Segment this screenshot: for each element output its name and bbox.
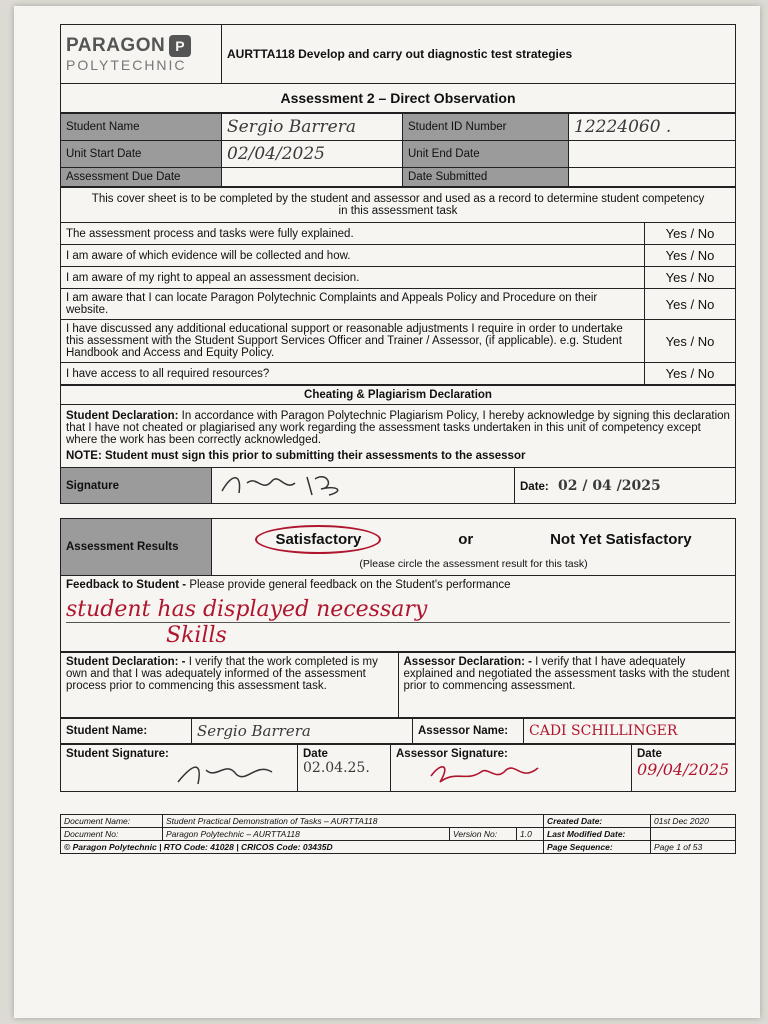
checklist-row <box>61 267 736 289</box>
footer-table <box>60 814 736 854</box>
submitted-label: Date Submitted <box>403 168 569 187</box>
checklist-table <box>60 187 736 385</box>
yes-no-option[interactable]: Yes / No <box>645 223 736 245</box>
signoff-student-name-label: Student Name: <box>61 719 192 744</box>
signoff-assessor-name-value[interactable]: CADI SCHILLINGER <box>524 719 736 744</box>
assessor-declaration-label: Assessor Declaration: - <box>403 656 532 668</box>
yes-no-option[interactable]: Yes / No <box>645 363 736 385</box>
feedback-instruction: Please provide general feedback on the Student's performance <box>189 579 511 591</box>
page-seq-value: Page 1 of 53 <box>651 841 736 854</box>
student-date-value: 02.04.25. <box>303 760 370 776</box>
version-value: 1.0 <box>517 828 544 841</box>
signature-table <box>60 744 736 792</box>
doc-name-value: Student Practical Demonstration of Tasks – AURTTA118 <box>163 815 544 828</box>
plagiarism-table <box>60 385 736 504</box>
unit-end-label: Unit End Date <box>403 141 569 168</box>
student-declaration-label: Student Declaration: - <box>66 656 186 668</box>
checklist-row <box>61 363 736 385</box>
results-or: or <box>458 530 474 548</box>
satisfactory-option[interactable]: Satisfactory <box>255 525 381 554</box>
student-date-label: Date <box>303 748 328 760</box>
unit-start-value[interactable]: 02/04/2025 <box>222 141 403 168</box>
plagiarism-note: NOTE: Student must sign this prior to submitting their assessments to the assessor <box>66 450 526 462</box>
yes-no-option[interactable]: Yes / No <box>645 320 736 363</box>
page-seq-label: Page Sequence: <box>544 841 651 854</box>
assessor-declaration <box>398 653 736 718</box>
student-id-label: Student ID Number <box>403 114 569 141</box>
assessor-signature-label: Assessor Signature: <box>396 748 508 760</box>
checklist-row <box>61 245 736 267</box>
assessment-title: Assessment 2 – Direct Observation <box>61 84 736 113</box>
plagiarism-declaration <box>61 405 736 468</box>
student-name-value[interactable]: Sergio Barrera <box>222 114 403 141</box>
date-value: 02 / 04 /2025 <box>557 477 661 494</box>
due-date-label: Assessment Due Date <box>61 168 222 187</box>
assessor-declaration-text: I verify that I have adequately explained and negotiated the assessment tasks with the student prior to commencing assessment. <box>403 656 730 692</box>
modified-label: Last Modified Date: <box>544 828 651 841</box>
yes-no-option[interactable]: Yes / No <box>645 267 736 289</box>
checklist-text: The assessment process and tasks were fully explained. <box>61 223 645 245</box>
header-table <box>60 24 736 113</box>
doc-no-label: Document No: <box>61 828 163 841</box>
assessor-date-cell[interactable] <box>632 745 736 792</box>
checklist-row <box>61 320 736 363</box>
logo-wordmark: PARAGON <box>66 35 166 56</box>
declaration-label: Student Declaration: <box>66 410 179 422</box>
plagiarism-heading: Cheating & Plagiarism Declaration <box>61 386 736 405</box>
yes-no-option[interactable]: Yes / No <box>645 289 736 320</box>
student-name-label: Student Name <box>61 114 222 141</box>
copyright: © Paragon Polytechnic | RTO Code: 41028 | CRICOS Code: 03435D <box>61 841 544 854</box>
results-options <box>212 519 736 576</box>
assessor-signature-cell[interactable] <box>391 745 632 792</box>
feedback-line-2[interactable]: Skills <box>166 623 227 648</box>
student-signature-image <box>217 471 357 497</box>
yes-no-option[interactable]: Yes / No <box>645 245 736 267</box>
student-details-table <box>60 113 736 187</box>
feedback-line-1[interactable]: student has displayed necessary <box>66 597 730 623</box>
checklist-text: I am aware that I can locate Paragon Polytechnic Complaints and Appeals Policy and Procedure on their website. <box>61 289 645 320</box>
unit-title: AURTTA118 Develop and carry out diagnostic test strategies <box>222 25 736 84</box>
assessment-form <box>60 24 736 854</box>
student-signature-field[interactable] <box>212 468 515 504</box>
student-date-cell[interactable] <box>298 745 391 792</box>
unit-end-value[interactable] <box>569 141 736 168</box>
unit-start-label: Unit Start Date <box>61 141 222 168</box>
results-table <box>60 518 736 652</box>
version-label: Version No: <box>450 828 517 841</box>
plagiarism-date[interactable] <box>515 468 736 504</box>
results-label: Assessment Results <box>61 519 212 576</box>
logo-subtitle: POLYTECHNIC <box>66 57 187 73</box>
results-instruction: (Please circle the assessment result for this task) <box>359 557 588 570</box>
signoff-student-name-value[interactable]: Sergio Barrera <box>192 719 413 744</box>
signoff-assessor-name-label: Assessor Name: <box>413 719 524 744</box>
paragon-logo-icon: P <box>169 35 191 57</box>
student-final-signature-image <box>176 760 276 786</box>
date-label: Date: <box>520 480 549 493</box>
feedback-section <box>61 576 736 652</box>
submitted-value[interactable] <box>569 168 736 187</box>
checklist-row <box>61 223 736 245</box>
student-signature-cell[interactable] <box>61 745 298 792</box>
assessor-date-value: 09/04/2025 <box>637 760 730 779</box>
checklist-text: I have discussed any additional educational support or reasonable adjustments I require in order to undertake this assessment with the Student Support Services Officer and Trainer / Assessor, (if applicable). e.g. Student Handbook and Access and Equity Policy. <box>61 320 645 363</box>
signature-label: Signature <box>61 468 212 504</box>
cover-note: This cover sheet is to be completed by the student and assessor and used as a record to determine student competency in this assessment task <box>61 188 736 223</box>
student-declaration-text: I verify that the work completed is my own and that I was adequately informed of the assessment process prior to commencing this assessment task. <box>66 656 378 692</box>
assessor-signature-image <box>426 760 546 786</box>
checklist-text: I am aware of my right to appeal an assessment decision. <box>61 267 645 289</box>
not-yet-satisfactory-option[interactable]: Not Yet Satisfactory <box>550 530 692 548</box>
checklist-text: I have access to all required resources? <box>61 363 645 385</box>
student-declaration <box>61 653 399 718</box>
modified-value <box>651 828 736 841</box>
declarations-table <box>60 652 736 718</box>
created-label: Created Date: <box>544 815 651 828</box>
declaration-text: In accordance with Paragon Polytechnic Plagiarism Policy, I hereby acknowledge by signing this declaration that I have not cheated or plagiarised any work regarding the assessment tasks undertaken in this unit of competency except where the work has been correctly acknowledged. <box>66 410 730 446</box>
assessor-date-label: Date <box>637 748 662 760</box>
document-page <box>14 6 760 1018</box>
doc-no-value: Paragon Polytechnic – AURTTA118 <box>163 828 450 841</box>
created-value: 01st Dec 2020 <box>651 815 736 828</box>
checklist-text: I am aware of which evidence will be collected and how. <box>61 245 645 267</box>
due-date-value[interactable] <box>222 168 403 187</box>
student-id-value[interactable]: 12224060 . <box>569 114 736 141</box>
logo <box>61 25 222 84</box>
student-signature-label: Student Signature: <box>66 748 169 760</box>
feedback-label: Feedback to Student - <box>66 579 187 591</box>
signoff-table <box>60 718 736 744</box>
checklist-row <box>61 289 736 320</box>
doc-name-label: Document Name: <box>61 815 163 828</box>
